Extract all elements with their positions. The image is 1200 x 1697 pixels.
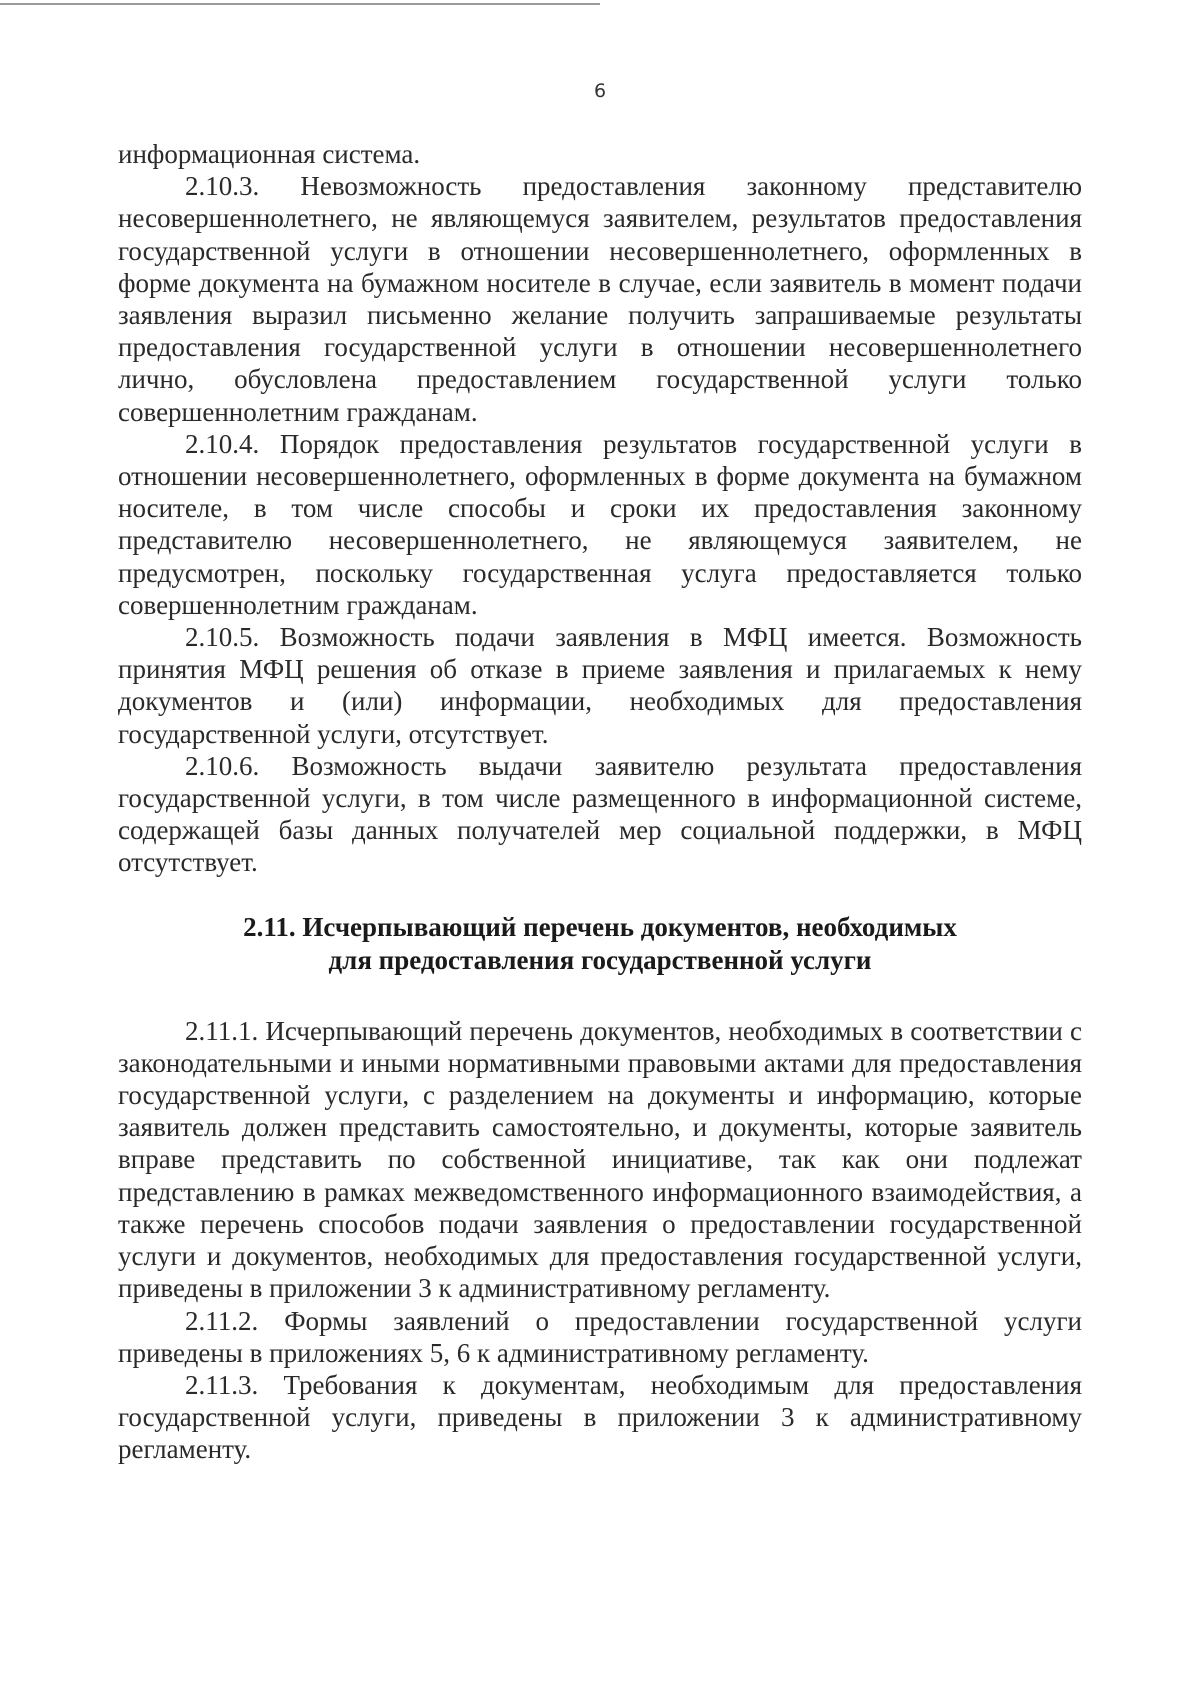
scan-top-edge-line: [0, 3, 600, 5]
document-body: [118, 138, 1082, 1466]
paragraph-2-11-3: 2.11.3. Требования к документам, необходимым для предоставления государственной услуги, приведены в приложении 3 к административному регламенту.: [118, 1369, 1082, 1465]
paragraph-2-10-4: 2.10.4. Порядок предоставления результатов государственной услуги в отношении несовершеннолетнего, оформленных в форме документа на бумажном носителе, в том числе способы и сроки их предоставления законному представителю несовершеннолетнего, не являющемуся заявителем, не предусмотрен, поскольку государственная услуга предоставляется только совершеннолетним гражданам.: [118, 428, 1082, 620]
paragraph-2-10-3: 2.10.3. Невозможность предоставления законному представителю несовершеннолетнего, не являющемуся заявителем, результатов предоставления государственной услуги в отношении несовершеннолетнего, оформленных в форме документа на бумажном носителе в случае, если заявитель в момент подачи заявления выразил письменно желание получить запрашиваемые результаты предоставления государственной услуги в отношении несовершеннолетнего лично, обусловлена предоставлением государственной услуги только совершеннолетним гражданам.: [118, 171, 1082, 427]
paragraph-2-11-2: 2.11.2. Формы заявлений о предоставлении государственной услуги приведены в приложениях 5, 6 к административному регламенту.: [118, 1305, 1082, 1368]
paragraph-2-11-1: 2.11.1. Исчерпывающий перечень документов, необходимых в соответствии с законодательными и иными нормативными правовыми актами для предоставления государственной услуги, с разделением на документы и информацию, которые заявитель должен представить самостоятельно, и документы, которые заявитель вправе представить по собственной инициативе, так как они подлежат представлению в рамках межведомственного информационного взаимодействия, а также перечень способов подачи заявления о предоставлении государственной услуги и документов, необходимых для предоставления государственной услуги, приведены в приложении 3 к административному регламенту.: [118, 1015, 1082, 1304]
page-number: 6: [593, 80, 607, 102]
section-heading-2-11: [118, 911, 1082, 977]
paragraph-continuation: информационная система.: [118, 139, 421, 169]
paragraph-2-10-6: 2.10.6. Возможность выдачи заявителю результата предоставления государственной услуги, в том числе размещенного в информационной системе, содержащей базы данных получателей мер социальной поддержки, в МФЦ отсутствует.: [118, 750, 1082, 878]
section-heading-line-1: 2.11. Исчерпывающий перечень документов, необходимых: [243, 911, 957, 942]
section-heading-line-2: для предоставления государственной услуги: [328, 944, 872, 975]
paragraph-2-10-5: 2.10.5. Возможность подачи заявления в МФЦ имеется. Возможность принятия МФЦ решения об отказе в приеме заявления и прилагаемых к нему документов и (или) информации, необходимых для предоставления государственной услуги, отсутствует.: [118, 622, 1082, 749]
